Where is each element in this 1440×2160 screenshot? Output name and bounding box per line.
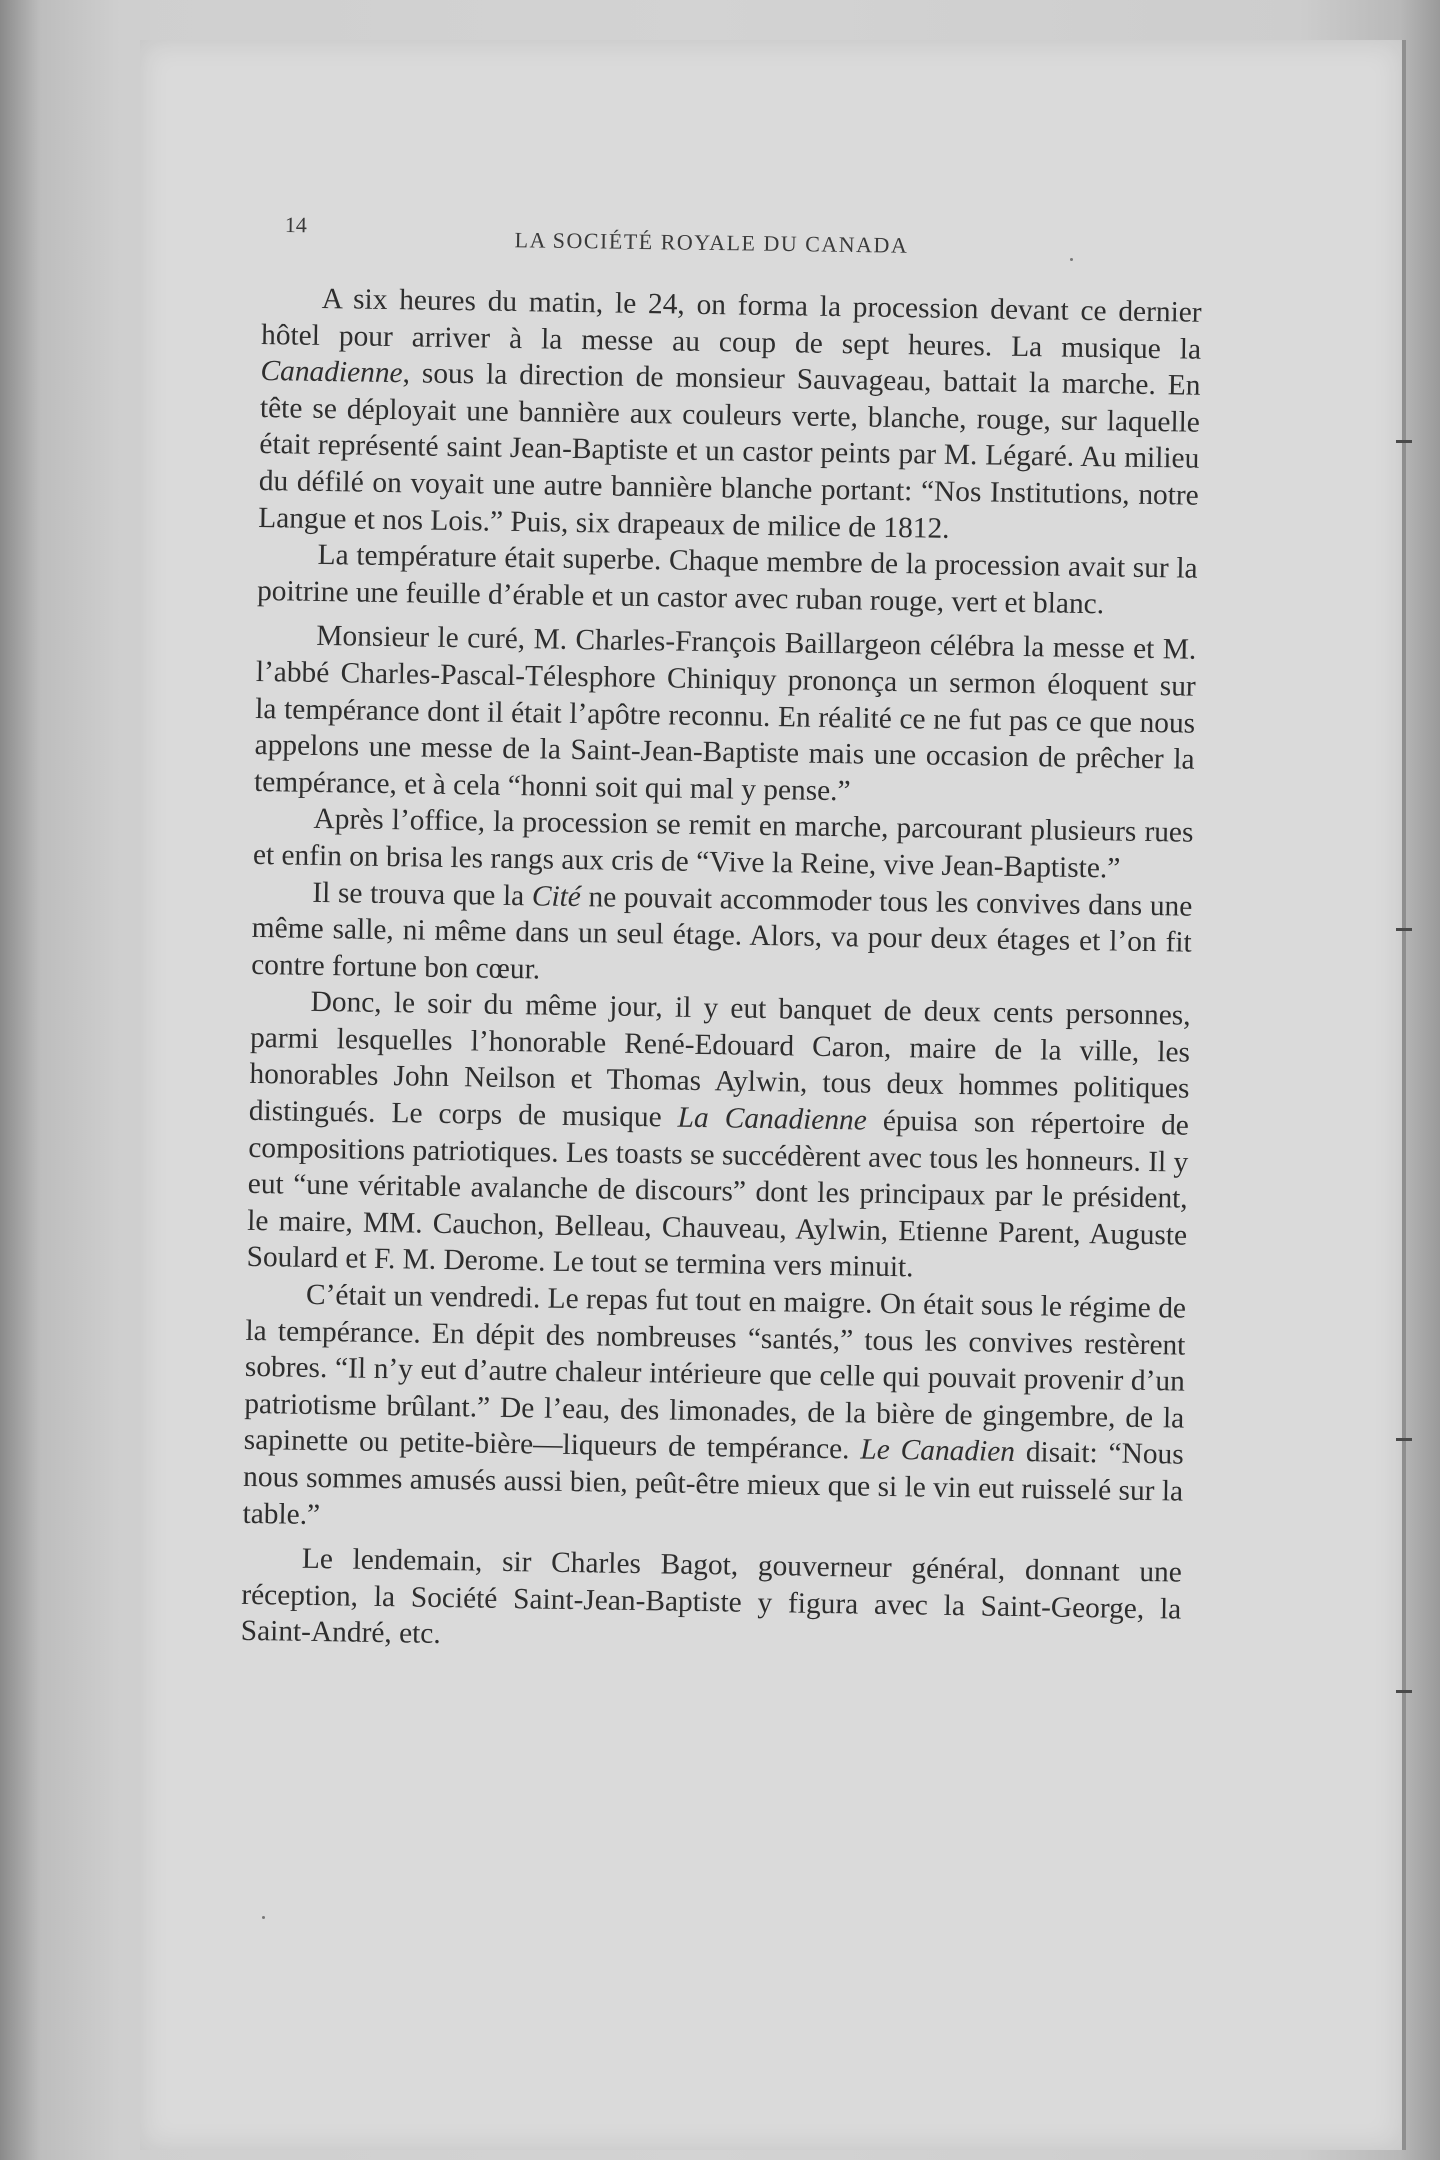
running-title: LA SOCIÉTÉ ROYALE DU CANADA	[514, 227, 909, 258]
page-number: 14	[284, 212, 307, 238]
edge-mark	[1396, 1690, 1412, 1693]
edge-mark	[1396, 928, 1412, 931]
paragraph: Après l’office, la procession se remit en marche, parcourant plusieurs rues et enfin on brisa les rangs aux cris de “Vive la Reine, vive Jean-Baptiste.”	[252, 803, 1194, 885]
paragraph	[251, 873, 1193, 998]
text-run: C’était un vendredi. Le repas fut tout en maigre. On était sous le régime de la tempérance. En dépit des nombreuses “santés,” tous les convives restèrent sobres. “Il n’y eut d’autre chaleur intérieure que celle qui pouvait provenir d’un patriotisme brûlant.” De l’eau, des limonades, de la bière de gingembre, de la sapinette ou petite-bière—liqueurs de tempérance.	[243, 1278, 1187, 1466]
text-run: , sous la direction de monsieur Sauvageau, battait la marche. En tête se déployait une bannière aux couleurs verte, blanche, rouge, sur laquelle était représenté saint Jean-Baptiste et un castor peints par M. Légaré. Au milieu du défilé on voyait une autre bannière blanche portant: “Nos Institutions, notre Langue et nos Lois.” Puis, six drapeaux de milice de 1812.	[258, 357, 1201, 545]
paragraph: Le lendemain, sir Charles Bagot, gouverneur général, donnant une réception, la Société Saint-Jean-Baptiste y figura avec la Saint-George, la Saint-André, etc.	[240, 1542, 1183, 1651]
speck	[262, 1916, 265, 1919]
paragraph	[246, 983, 1190, 1290]
italic-text: Canadienne	[260, 355, 403, 390]
edge-mark	[1396, 440, 1412, 443]
speck	[1070, 258, 1073, 261]
text-run: ne pouvait accommoder tous les convives dans une même salle, ni même dans un seul étage. Alors, va pour deux étages et l’on fit contre fortune bon cœur.	[250, 880, 1193, 986]
italic-text: Le Canadien	[860, 1433, 1016, 1469]
paragraph: La température était superbe. Chaque membre de la procession avait sur la poitrine une feuille d’érable et un castor avec ruban rouge, vert et blanc.	[256, 539, 1198, 621]
paragraph	[258, 280, 1202, 551]
text-run: Donc, le soir du même jour, il y eut banquet de deux cents personnes, parmi lesquelles l’honorable René-Edouard Caron, maire de la ville, les honorables John Neilson et Thomas Aylwin, tous deux hommes politiques distingués. Le corps de musique	[248, 986, 1191, 1134]
paragraph: Monsieur le curé, M. Charles-François Baillargeon célébra la messe et M. l’abbé Charles-Pascal-Télesphore Chiniquy prononça un sermon éloquent sur la tempérance dont il était l’apôtre reconnu. En réalité ce ne fut pas ce que nous appelons une messe de la Saint-Jean-Baptiste mais une occasion de prêcher la tempérance, et à cela “honni soit qui mal y pense.”	[253, 620, 1197, 808]
text-run: épuisa son répertoire de compositions patriotiques. Les toasts se succédèrent avec tous les honneurs. Il y eut “une véritable avalanche de discours” dont les principaux par le président, le maire, MM. Cauchon, Belleau, Chauveau, Aylwin, Etienne Parent, Auguste Soulard et F. M. Derome. Le tout se termina vers minuit.	[246, 1104, 1190, 1284]
text-run: A six heures du matin, le 24, on forma la procession devant ce dernier hôtel pour arriver à la messe au coup de sept heures. La musique la	[260, 282, 1202, 366]
text-run: Il se trouva que la	[312, 876, 533, 912]
page-edge	[1402, 40, 1406, 2150]
italic-text: La Canadienne	[677, 1101, 868, 1137]
text-run: disait: “Nous nous sommes amusés aussi bien, peût-être mieux que si le vin eut ruisselé sur la table.”	[242, 1436, 1184, 1531]
italic-text: Cité	[531, 879, 582, 913]
paragraph	[242, 1276, 1186, 1547]
body-text	[240, 280, 1201, 1665]
edge-mark	[1396, 1438, 1412, 1441]
